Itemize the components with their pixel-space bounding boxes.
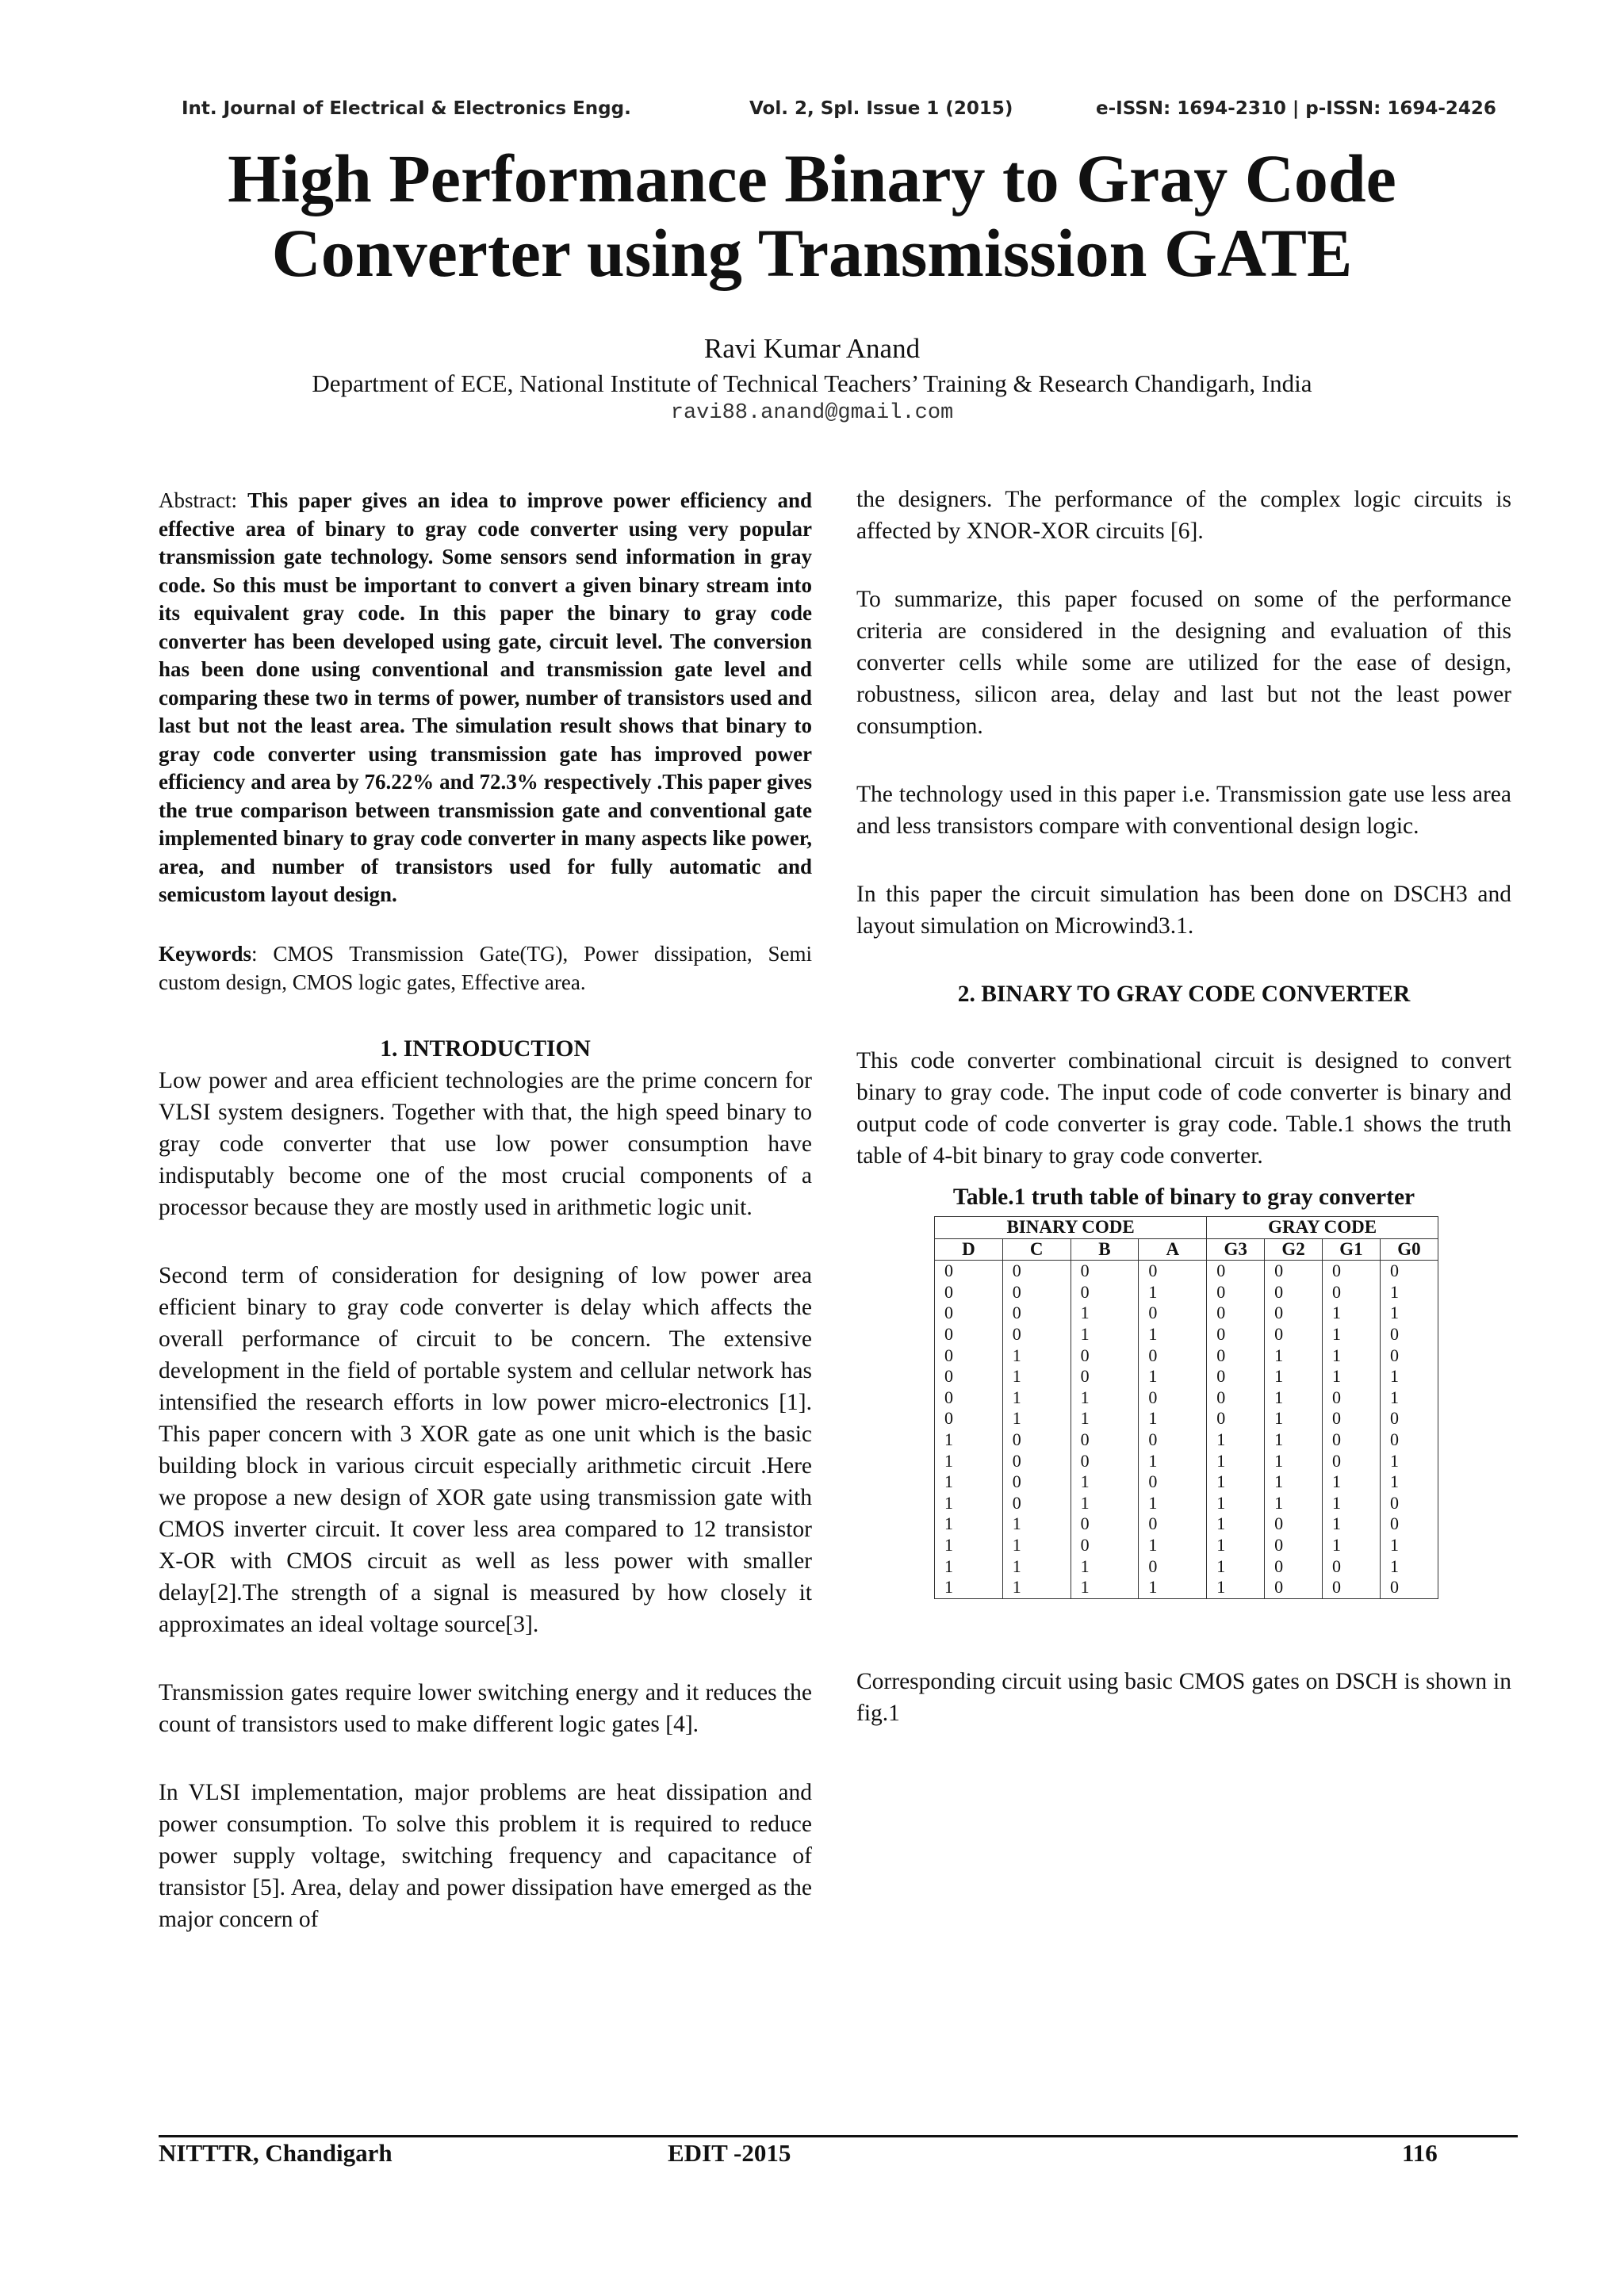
table-cell: 0 xyxy=(1139,1261,1207,1282)
table-cell: 0 xyxy=(935,1366,1003,1387)
section-1-heading: 1. INTRODUCTION xyxy=(380,1035,591,1062)
table-cell: 0 xyxy=(1265,1324,1323,1345)
author-email: ravi88.anand@gmail.com xyxy=(670,401,954,425)
table-cell: 1 xyxy=(1323,1535,1381,1556)
table-cell: 1 xyxy=(935,1513,1003,1535)
table-cell: 1 xyxy=(1071,1577,1139,1598)
column-header: C xyxy=(1002,1238,1071,1261)
keywords-label: Keywords xyxy=(159,941,251,966)
table-cell: 1 xyxy=(1265,1387,1323,1409)
table-cell: 0 xyxy=(1265,1282,1323,1303)
table-cell: 0 xyxy=(935,1303,1003,1324)
header-volume: Vol. 2, Spl. Issue 1 (2015) xyxy=(749,98,1013,119)
table-cell: 1 xyxy=(1207,1429,1265,1451)
table-cell: 0 xyxy=(1071,1535,1139,1556)
table-cell: 1 xyxy=(1139,1451,1207,1472)
column-header: G3 xyxy=(1207,1238,1265,1261)
intro-paragraph-5: the designers. The performance of the complex logic circuits is affected by XNOR-XOR circuits [6]. xyxy=(856,487,1511,544)
table-cell: 1 xyxy=(935,1451,1003,1472)
table-cell: 0 xyxy=(1002,1429,1071,1451)
table-cell: 1 xyxy=(1139,1408,1207,1429)
table-cell: 1 xyxy=(1207,1493,1265,1514)
table-cell: 0 xyxy=(1380,1261,1438,1282)
table-cell: 0 xyxy=(1323,1556,1381,1578)
table-cell: 1 xyxy=(1139,1493,1207,1514)
header-issn: e-ISSN: 1694-2310 | p-ISSN: 1694-2426 xyxy=(1096,98,1496,119)
table-cell: 1 xyxy=(1207,1556,1265,1578)
table-cell: 0 xyxy=(1002,1324,1071,1345)
intro-paragraph-8: In this paper the circuit simulation has been done on DSCH3 and layout simulation on Microwind3.1. xyxy=(856,882,1511,939)
table-row xyxy=(935,1303,1438,1324)
table-cell: 1 xyxy=(1002,1366,1071,1387)
table-cell: 0 xyxy=(1071,1513,1139,1535)
table-cell: 0 xyxy=(935,1282,1003,1303)
table-cell: 1 xyxy=(1265,1451,1323,1472)
table-cell: 0 xyxy=(1207,1324,1265,1345)
intro-paragraph-2: Second term of consideration for designing of low power area efficient binary to gray code converter is delay which affects the overall performance of circuit to be concern. The extensive development in the field of portable system and cellular network has intensified the research efforts in low power micro-electronics [1]. This paper concern with 3 XOR gate as one unit which is the basic building block in various circuit especially arithmetic circuit .Here we propose a new design of XOR gate using transmission gate with CMOS inverter circuit. It cover less area compared to 12 transistor X-OR with CMOS circuit as well as less power with smaller delay[2].The strength of a signal is measured by how closely it approximates an ideal voltage source[3]. xyxy=(159,1262,812,1637)
table-cell: 1 xyxy=(1380,1471,1438,1493)
table-cell: 0 xyxy=(1380,1324,1438,1345)
table-cell: 0 xyxy=(1139,1303,1207,1324)
header-journal: Int. Journal of Electrical & Electronics Engg. xyxy=(182,98,631,119)
truth-table-body xyxy=(935,1261,1438,1599)
footer-rule xyxy=(159,2135,1518,2137)
table-cell: 1 xyxy=(1139,1577,1207,1598)
table-cell: 0 xyxy=(1139,1387,1207,1409)
table-cell: 0 xyxy=(1139,1513,1207,1535)
abstract-label: Abstract: xyxy=(159,488,248,512)
table-cell: 0 xyxy=(1265,1261,1323,1282)
table-cell: 0 xyxy=(1323,1408,1381,1429)
table-cell: 1 xyxy=(1207,1451,1265,1472)
table-cell: 0 xyxy=(1265,1535,1323,1556)
table-cell: 0 xyxy=(935,1261,1003,1282)
table-cell: 1 xyxy=(1002,1345,1071,1367)
section-2-paragraph-2: Corresponding circuit using basic CMOS gates on DSCH is shown in fig.1 xyxy=(856,1668,1511,1726)
table-cell: 0 xyxy=(935,1408,1003,1429)
table-row xyxy=(935,1387,1438,1409)
intro-paragraph-1: Low power and area efficient technologies are the prime concern for VLSI system designers. Together with that, the high speed binary to gray code converter that use low power consumption have indisputably become one of the most crucial components of a processor because they are mostly used in arithmetic logic unit. xyxy=(159,1067,812,1220)
table-cell: 1 xyxy=(1265,1366,1323,1387)
table-cell: 1 xyxy=(1323,1303,1381,1324)
table-cell: 0 xyxy=(1071,1366,1139,1387)
table-cell: 0 xyxy=(1265,1513,1323,1535)
table-cell: 1 xyxy=(1002,1556,1071,1578)
table-cell: 1 xyxy=(1323,1493,1381,1514)
binary-code-header: BINARY CODE xyxy=(935,1217,1207,1239)
intro-paragraph-7: The technology used in this paper i.e. Transmission gate use less area and less transistors compare with conventional design logic. xyxy=(856,782,1511,839)
table-cell: 1 xyxy=(935,1577,1003,1598)
table-cell: 1 xyxy=(1323,1513,1381,1535)
section-2-paragraph-1: This code converter combinational circuit is designed to convert binary to gray code. The input code of code converter is binary and output code of code converter is gray code. Table.1 shows the truth table of 4-bit binary to gray code converter. xyxy=(856,1048,1511,1169)
table-cell: 0 xyxy=(1380,1408,1438,1429)
table-cell: 0 xyxy=(1071,1429,1139,1451)
table-cell: 0 xyxy=(1380,1577,1438,1598)
section-2-heading: 2. BINARY TO GRAY CODE CONVERTER xyxy=(957,982,1411,1007)
table-cell: 1 xyxy=(1207,1577,1265,1598)
table-cell: 1 xyxy=(935,1429,1003,1451)
table-cell: 0 xyxy=(1002,1282,1071,1303)
table-row xyxy=(935,1493,1438,1514)
table-cell: 1 xyxy=(1323,1345,1381,1367)
table-cell: 1 xyxy=(1139,1282,1207,1303)
table-cell: 0 xyxy=(1323,1387,1381,1409)
table-cell: 0 xyxy=(1380,1429,1438,1451)
table-cell: 0 xyxy=(1002,1261,1071,1282)
table-cell: 1 xyxy=(1207,1535,1265,1556)
table-group-header-row xyxy=(935,1217,1438,1239)
left-column xyxy=(159,487,812,1972)
table-cell: 1 xyxy=(1265,1471,1323,1493)
table-cell: 0 xyxy=(1323,1451,1381,1472)
table-cell: 0 xyxy=(1380,1345,1438,1367)
table-cell: 0 xyxy=(1002,1303,1071,1324)
table-cell: 1 xyxy=(1207,1513,1265,1535)
intro-paragraph-4: In VLSI implementation, major problems are heat dissipation and power consumption. To solve this problem it is required to reduce power supply voltage, switching frequency and capacitance of transistor [5]. Area, delay and power dissipation have emerged as the major concern of xyxy=(159,1779,812,1932)
table-cell: 1 xyxy=(1380,1303,1438,1324)
table-cell: 0 xyxy=(935,1387,1003,1409)
table-cell: 0 xyxy=(1323,1261,1381,1282)
table-cell: 1 xyxy=(1002,1535,1071,1556)
table-cell: 0 xyxy=(1207,1261,1265,1282)
table-cell: 1 xyxy=(935,1535,1003,1556)
table-cell: 1 xyxy=(1139,1366,1207,1387)
table-row xyxy=(935,1451,1438,1472)
paper-title xyxy=(0,141,1624,290)
footer-institute: NITTTR, Chandigarh xyxy=(159,2139,393,2167)
table-cell: 1 xyxy=(1002,1387,1071,1409)
table-row xyxy=(935,1366,1438,1387)
table-row xyxy=(935,1513,1438,1535)
table-cell: 0 xyxy=(1323,1282,1381,1303)
table-cell: 1 xyxy=(1265,1345,1323,1367)
table-cell: 0 xyxy=(1139,1471,1207,1493)
table-cell: 1 xyxy=(1002,1513,1071,1535)
column-header: D xyxy=(935,1238,1003,1261)
table-cell: 1 xyxy=(1071,1324,1139,1345)
truth-table xyxy=(934,1216,1438,1599)
table-cell: 0 xyxy=(1002,1471,1071,1493)
table-cell: 1 xyxy=(1071,1493,1139,1514)
table-cell: 1 xyxy=(1071,1408,1139,1429)
table-row xyxy=(935,1429,1438,1451)
table-cell: 0 xyxy=(1265,1577,1323,1598)
table-caption: Table.1 truth table of binary to gray converter xyxy=(952,1184,1415,1210)
table-cell: 1 xyxy=(1207,1471,1265,1493)
column-header: G2 xyxy=(1265,1238,1323,1261)
table-cell: 1 xyxy=(1139,1324,1207,1345)
table-row xyxy=(935,1324,1438,1345)
abstract xyxy=(159,487,812,909)
footer-page-number: 116 xyxy=(1402,2139,1438,2167)
table-row xyxy=(935,1556,1438,1578)
table-cell: 0 xyxy=(1207,1282,1265,1303)
table-row xyxy=(935,1282,1438,1303)
table-cell: 1 xyxy=(1265,1493,1323,1514)
author-name: Ravi Kumar Anand xyxy=(703,333,921,364)
table-cell: 0 xyxy=(1380,1513,1438,1535)
table-cell: 1 xyxy=(1380,1282,1438,1303)
table-row xyxy=(935,1408,1438,1429)
keywords xyxy=(159,939,812,997)
table-cell: 1 xyxy=(935,1471,1003,1493)
intro-paragraph-6: To summarize, this paper focused on some of the performance criteria are considered in the designing and evaluation of this converter cells while some are utilized for the ease of design, robustness, silicon area, delay and last but not the least power consumption. xyxy=(856,587,1511,739)
table-cell: 0 xyxy=(1207,1408,1265,1429)
table-cell: 0 xyxy=(1002,1493,1071,1514)
table-cell: 1 xyxy=(1071,1471,1139,1493)
table-cell: 0 xyxy=(935,1345,1003,1367)
table-row xyxy=(935,1577,1438,1598)
keywords-text: : CMOS Transmission Gate(TG), Power dissipation, Semi custom design, CMOS logic gates, Effective area. xyxy=(159,941,812,994)
table-cell: 0 xyxy=(1265,1303,1323,1324)
table-cell: 0 xyxy=(1139,1556,1207,1578)
table-cell: 0 xyxy=(1207,1387,1265,1409)
intro-paragraph-3: Transmission gates require lower switching energy and it reduces the count of transistors used to make different logic gates [4]. xyxy=(159,1679,812,1737)
column-header: G1 xyxy=(1323,1238,1381,1261)
table-cell: 1 xyxy=(1380,1535,1438,1556)
title-line-2: Converter using Transmission GATE xyxy=(271,215,1353,291)
table-cell: 0 xyxy=(1139,1345,1207,1367)
table-cell: 1 xyxy=(1265,1408,1323,1429)
table-cell: 1 xyxy=(935,1493,1003,1514)
footer-event: EDIT -2015 xyxy=(668,2139,791,2167)
table-cell: 0 xyxy=(1323,1577,1381,1598)
table-cell: 1 xyxy=(1323,1366,1381,1387)
table-cell: 0 xyxy=(1002,1451,1071,1472)
table-cell: 0 xyxy=(1207,1345,1265,1367)
column-header: B xyxy=(1071,1238,1139,1261)
table-cell: 1 xyxy=(1323,1324,1381,1345)
table-cell: 0 xyxy=(1207,1303,1265,1324)
table-cell: 0 xyxy=(1071,1261,1139,1282)
table-cell: 1 xyxy=(1071,1387,1139,1409)
table-cell: 0 xyxy=(1323,1429,1381,1451)
title-line-1: High Performance Binary to Gray Code xyxy=(228,140,1396,216)
table-cell: 1 xyxy=(1380,1387,1438,1409)
table-row xyxy=(935,1471,1438,1493)
table-row xyxy=(935,1345,1438,1367)
table-cell: 1 xyxy=(1139,1535,1207,1556)
column-header: G0 xyxy=(1380,1238,1438,1261)
table-cell: 1 xyxy=(1071,1556,1139,1578)
table-cell: 1 xyxy=(1380,1451,1438,1472)
table-cell: 0 xyxy=(1071,1345,1139,1367)
table-cell: 0 xyxy=(1139,1429,1207,1451)
abstract-text: This paper gives an idea to improve power efficiency and effective area of binary to gray code converter using very popular transmission gate technology. Some sensors send information in gray code. So this must be important to convert a given binary stream into its equivalent gray code. In this paper the binary to gray code converter has been developed using gate, circuit level. The conversion has been done using conventional and transmission gate level and comparing these two in terms of power, number of transistors used and last but not the least area. The simulation result shows that binary to gray code converter using transmission gate has improved power efficiency and area by 76.22% and 72.3% respectively .This paper gives the true comparison between transmission gate and conventional gate implemented binary to gray code converter in many aspects like power, area, and number of transistors used for fully automatic and semicustom layout design. xyxy=(159,488,812,906)
table-cell: 1 xyxy=(1323,1471,1381,1493)
table-cell: 1 xyxy=(1380,1556,1438,1578)
table-cell: 1 xyxy=(1002,1577,1071,1598)
table-cell: 0 xyxy=(1265,1556,1323,1578)
table-cell: 0 xyxy=(935,1324,1003,1345)
table-cell: 1 xyxy=(1265,1429,1323,1451)
truth-table-wrapper xyxy=(856,1216,1511,1599)
table-cell: 0 xyxy=(1380,1493,1438,1514)
table-cell: 0 xyxy=(1071,1282,1139,1303)
table-row xyxy=(935,1261,1438,1282)
table-cell: 0 xyxy=(1071,1451,1139,1472)
right-column xyxy=(856,484,1511,1766)
table-row xyxy=(935,1535,1438,1556)
table-cell: 0 xyxy=(1207,1366,1265,1387)
table-cell: 1 xyxy=(1380,1366,1438,1387)
table-column-header-row xyxy=(935,1238,1438,1261)
table-cell: 1 xyxy=(1071,1303,1139,1324)
gray-code-header: GRAY CODE xyxy=(1207,1217,1438,1239)
affiliation: Department of ECE, National Institute of Technical Teachers’ Training & Research Chandigarh, India xyxy=(312,369,1312,397)
table-cell: 1 xyxy=(1002,1408,1071,1429)
column-header: A xyxy=(1139,1238,1207,1261)
table-cell: 1 xyxy=(935,1556,1003,1578)
